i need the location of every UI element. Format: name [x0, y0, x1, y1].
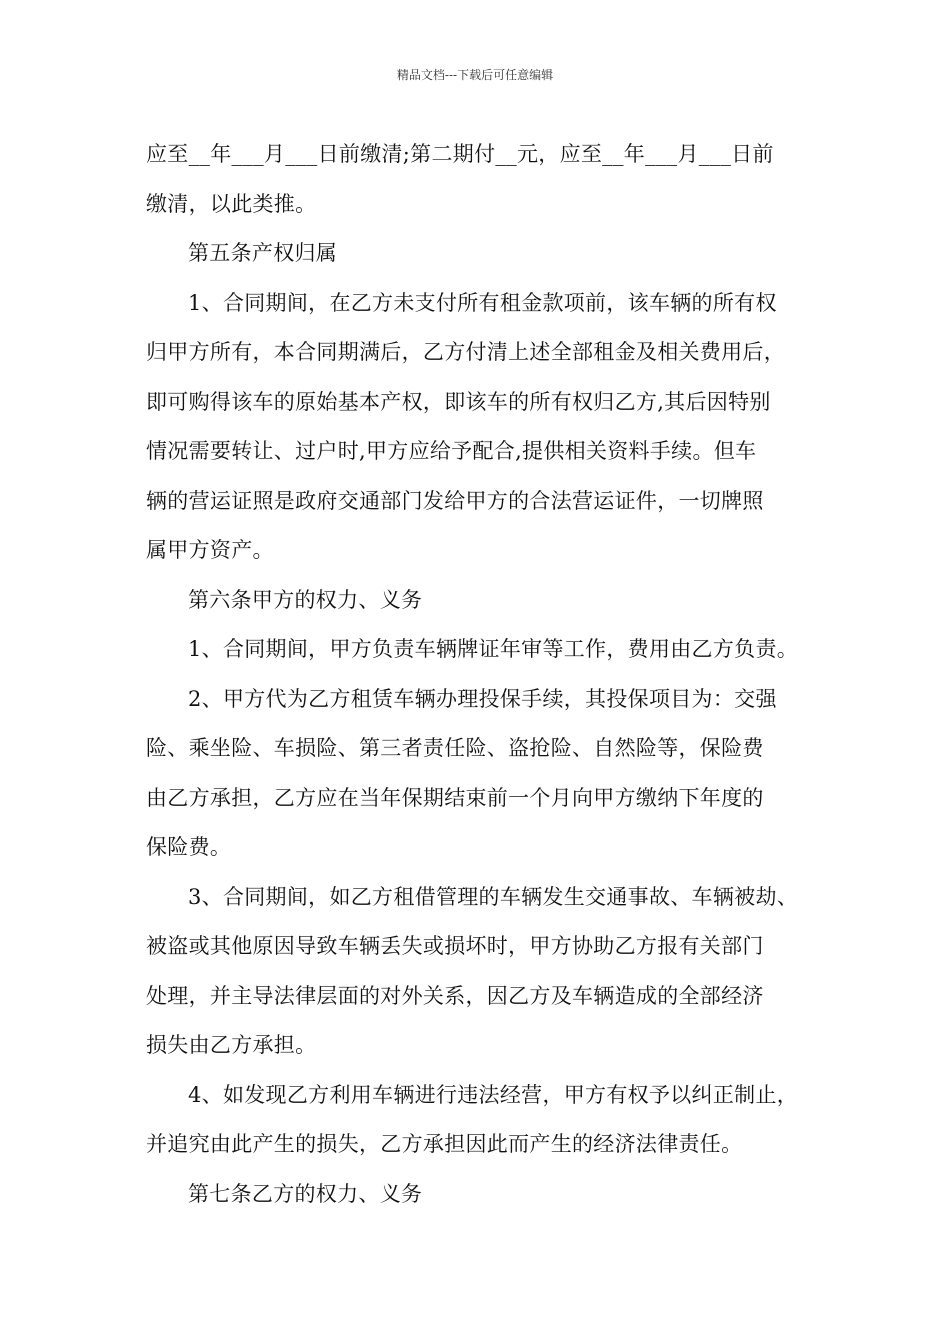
paragraph-line: 属甲方资产。 [146, 538, 274, 562]
paragraph-line: 保险费。 [146, 835, 232, 859]
paragraph-line: 辆的营运证照是政府交通部门发给甲方的合法营运证件，一切牌照 [146, 488, 764, 513]
page-header: 精品文档---下载后可任意编辑 [396, 68, 554, 82]
paragraph-line: 3、合同期间，如乙方租借管理的车辆发生交通事故、车辆被劫、 [188, 884, 799, 909]
paragraph-line: 4、如发现乙方利用车辆进行违法经营，甲方有权予以纠正制止， [188, 1082, 799, 1107]
paragraph-line: 1、合同期间，甲方负责车辆牌证年审等工作，费用由乙方负责。 [188, 637, 799, 661]
paragraph-line: 应至__年___月___日前缴清;第二期付__元，应至__年___月___日前 [146, 142, 774, 166]
paragraph-line: 归甲方所有，本合同期满后，乙方付清上述全部租金及相关费用后， [146, 340, 785, 364]
paragraph-line: 险、乘坐险、车损险、第三者责任险、盗抢险、自然险等，保险费 [146, 736, 764, 760]
section-heading-6: 第六条甲方的权力、义务 [188, 587, 423, 612]
paragraph-line: 即可购得该车的原始基本产权，即该车的所有权归乙方,其后因特别 [146, 389, 771, 414]
paragraph-line: 缴清，以此类推。 [146, 191, 317, 216]
paragraph-line: 并追究由此产生的损失，乙方承担因此而产生的经济法律责任。 [146, 1132, 743, 1156]
paragraph-line: 损失由乙方承担。 [146, 1033, 317, 1057]
paragraph-line: 被盗或其他原因导致车辆丢失或损坏时，甲方协助乙方报有关部门 [146, 934, 764, 958]
paragraph-line: 2、甲方代为乙方租赁车辆办理投保手续，其投保项目为：交强 [188, 686, 777, 711]
document-body [146, 130, 826, 1219]
paragraph-line: 处理，并主导法律层面的对外关系，因乙方及车辆造成的全部经济 [146, 983, 764, 1008]
section-heading-7: 第七条乙方的权力、义务 [188, 1181, 423, 1206]
paragraph-line: 情况需要转让、过户时,甲方应给予配合,提供相关资料手续。但车 [146, 439, 757, 463]
paragraph-line: 由乙方承担，乙方应在当年保期结束前一个月向甲方缴纳下年度的 [146, 785, 764, 810]
paragraph-line: 1、合同期间，在乙方未支付所有租金款项前，该车辆的所有权 [188, 290, 777, 315]
section-heading-5: 第五条产权归属 [188, 241, 338, 265]
